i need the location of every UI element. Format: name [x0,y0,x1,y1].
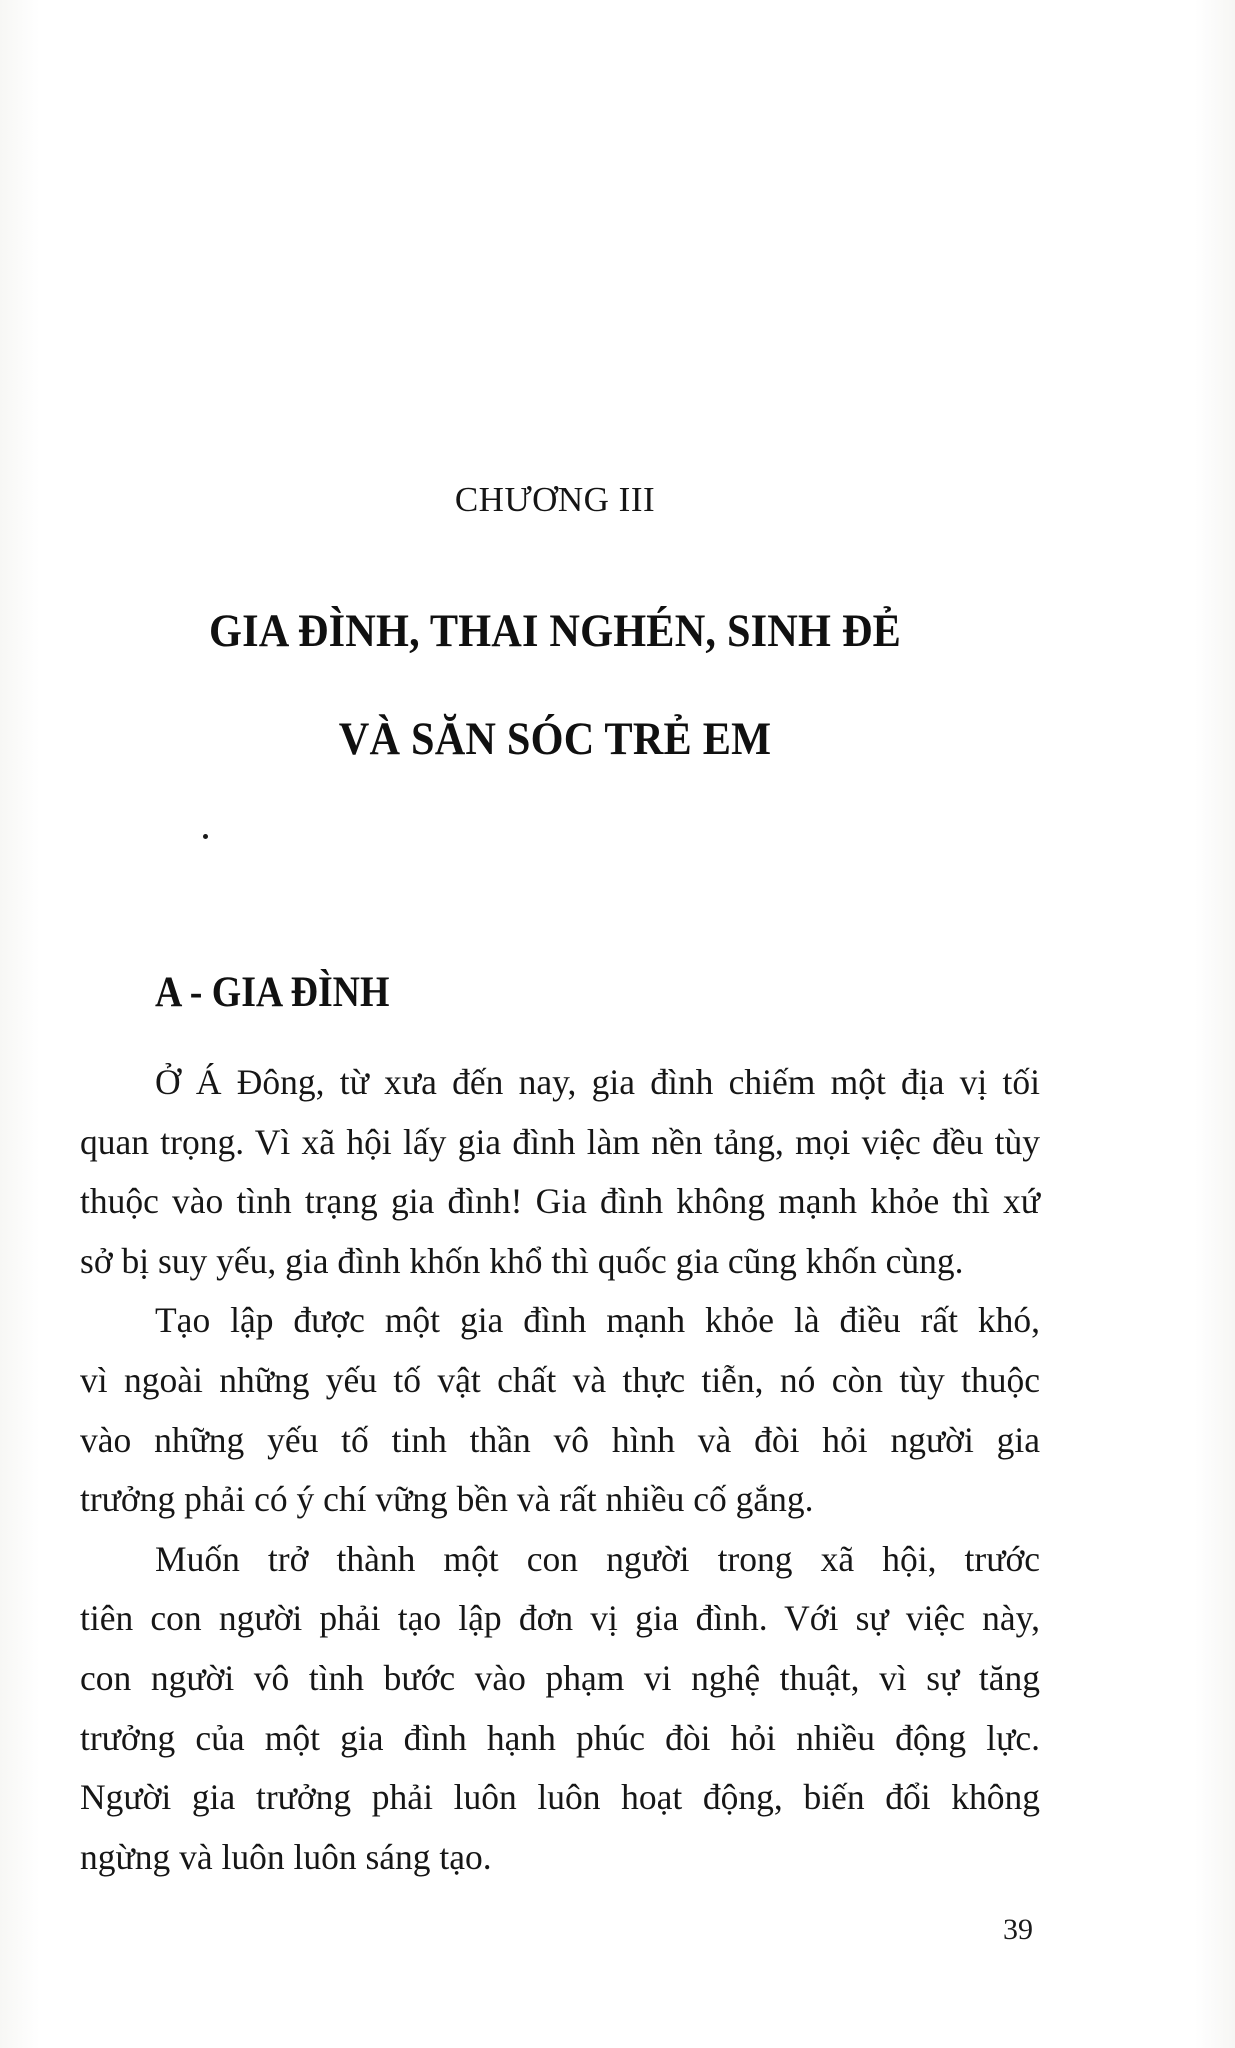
chapter-title-line-2: VÀ SĂN SÓC TRẺ EM [338,713,772,765]
text-line: quan trọng. Vì xã hội lấy gia đình làm nền tảng, mọi việc đều tùy [80,1121,1040,1162]
paragraph-3 [80,1530,1040,1888]
text-line: thuộc vào tình trạng gia đình! Gia đình không mạnh khỏe thì xứ [80,1181,1040,1222]
text-line: vì ngoài những yếu tố vật chất và thực tiễn, nó còn tùy thuộc [80,1359,1040,1400]
text-line: tiên con người phải tạo lập đơn vị gia đình. Với sự việc này, [80,1598,1040,1639]
text-line: Tạo lập được một gia đình mạnh khỏe là điều rất khó, [155,1300,1040,1341]
body-text [80,1053,1040,1887]
text-line: ngừng và luôn luôn sáng tạo. [80,1836,492,1877]
paragraph-2 [80,1291,1040,1529]
paragraph-1 [80,1053,1040,1291]
page-number: 39 [1003,1913,1033,1946]
text-line: trưởng phải có ý chí vững bền và rất nhiều cố gắng. [80,1479,814,1520]
chapter-title-line-1: GIA ĐÌNH, THAI NGHÉN, SINH ĐẺ [209,605,901,657]
text-line: Người gia trưởng phải luôn luôn hoạt động, biến đổi không [80,1777,1040,1818]
text-line: sở bị suy yếu, gia đình khốn khổ thì quốc gia cũng khốn cùng. [80,1240,964,1281]
text-line: con người vô tình bước vào phạm vi nghệ thuật, vì sự tăng [80,1657,1040,1698]
text-line: trưởng của một gia đình hạnh phúc đòi hỏi nhiều động lực. [80,1717,1040,1758]
text-line: Muốn trở thành một con người trong xã hội, trước [155,1538,1040,1579]
text-line: vào những yếu tố tinh thần vô hình và đòi hỏi người gia [80,1419,1040,1460]
chapter-label: CHƯƠNG III [454,480,656,519]
section-heading: A - GIA ĐÌNH [155,969,390,1016]
text-line: Ở Á Đông, từ xưa đến nay, gia đình chiếm một địa vị tối [155,1062,1040,1102]
ink-dot [203,834,208,839]
